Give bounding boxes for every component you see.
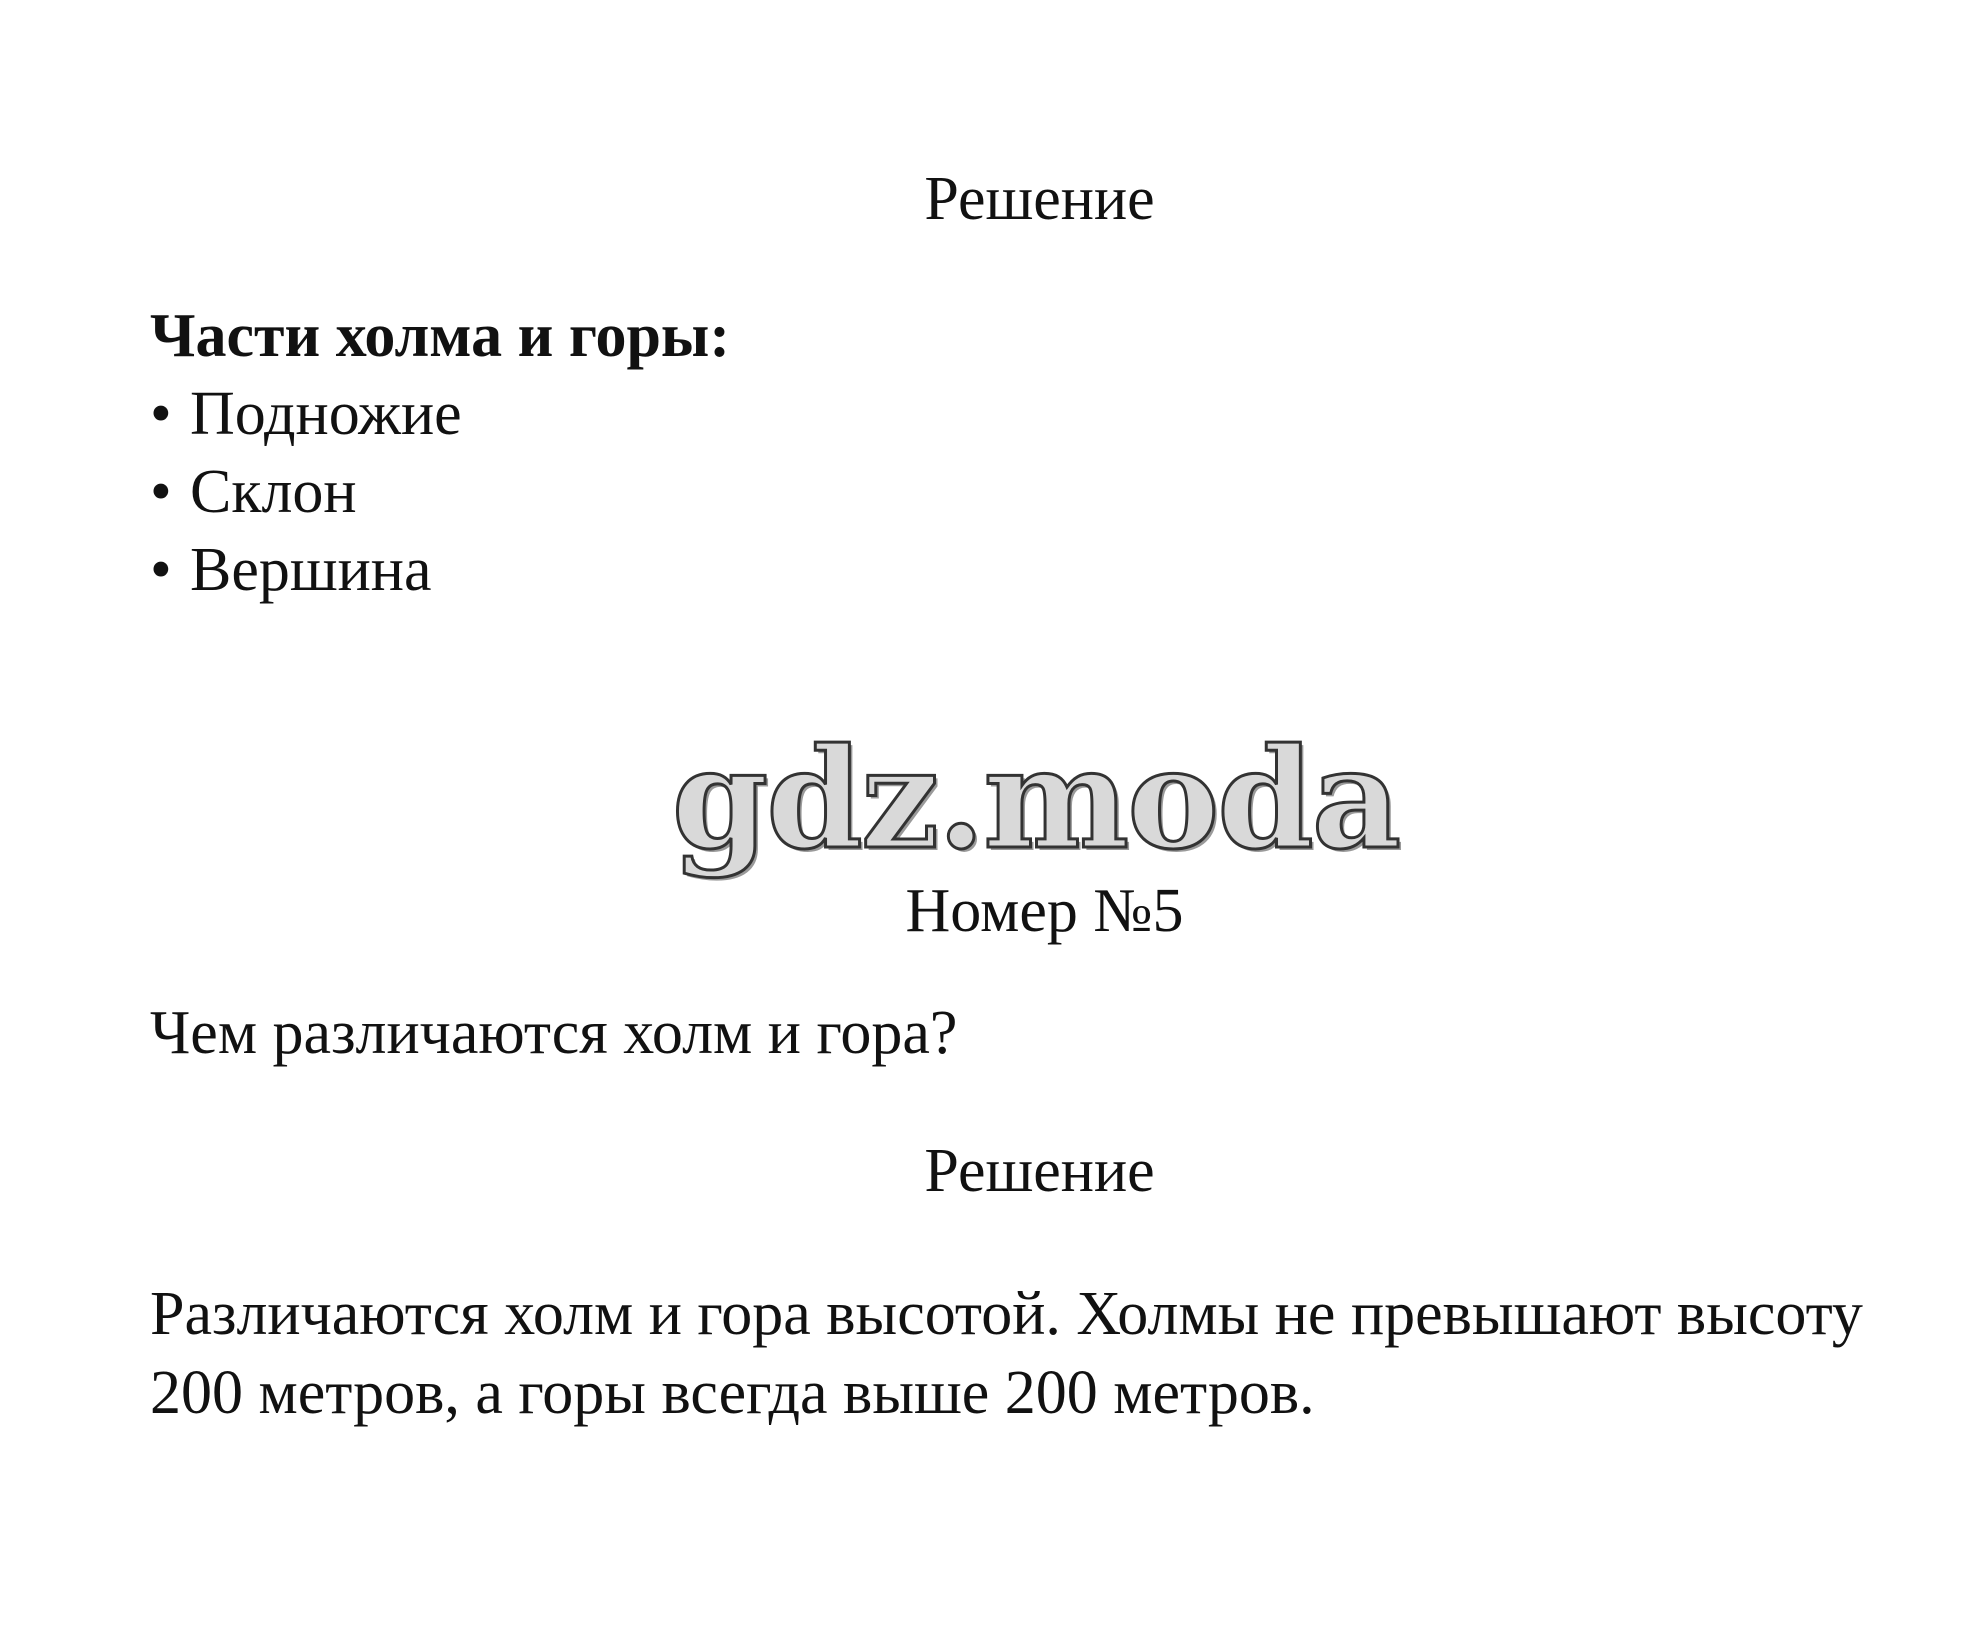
bullet: • (150, 380, 172, 448)
bullet: • (150, 536, 172, 604)
question-text: Чем различаются холм и гора? (150, 999, 958, 1067)
bullet: • (150, 458, 172, 526)
list-item (150, 531, 730, 609)
watermark-logo: gdz.moda (671, 717, 1400, 880)
parts-list (150, 375, 730, 609)
solution-heading: Решение (924, 1137, 1155, 1205)
list-item-text: Подножие (190, 380, 462, 448)
list-item-text: Вершина (190, 536, 432, 604)
parts-section (150, 297, 730, 609)
list-item (150, 375, 730, 453)
list-item-text: Склон (190, 458, 357, 526)
problem-number: Номер №5 (905, 877, 1184, 945)
parts-title: Части холма и горы: (150, 302, 730, 370)
list-item (150, 453, 730, 531)
solution-heading: Решение (924, 165, 1155, 233)
answer-text: Различаются холм и гора высотой. Холмы не превышают высоту 200 метров, а горы всегда выше 200 метров. (150, 1280, 1863, 1427)
